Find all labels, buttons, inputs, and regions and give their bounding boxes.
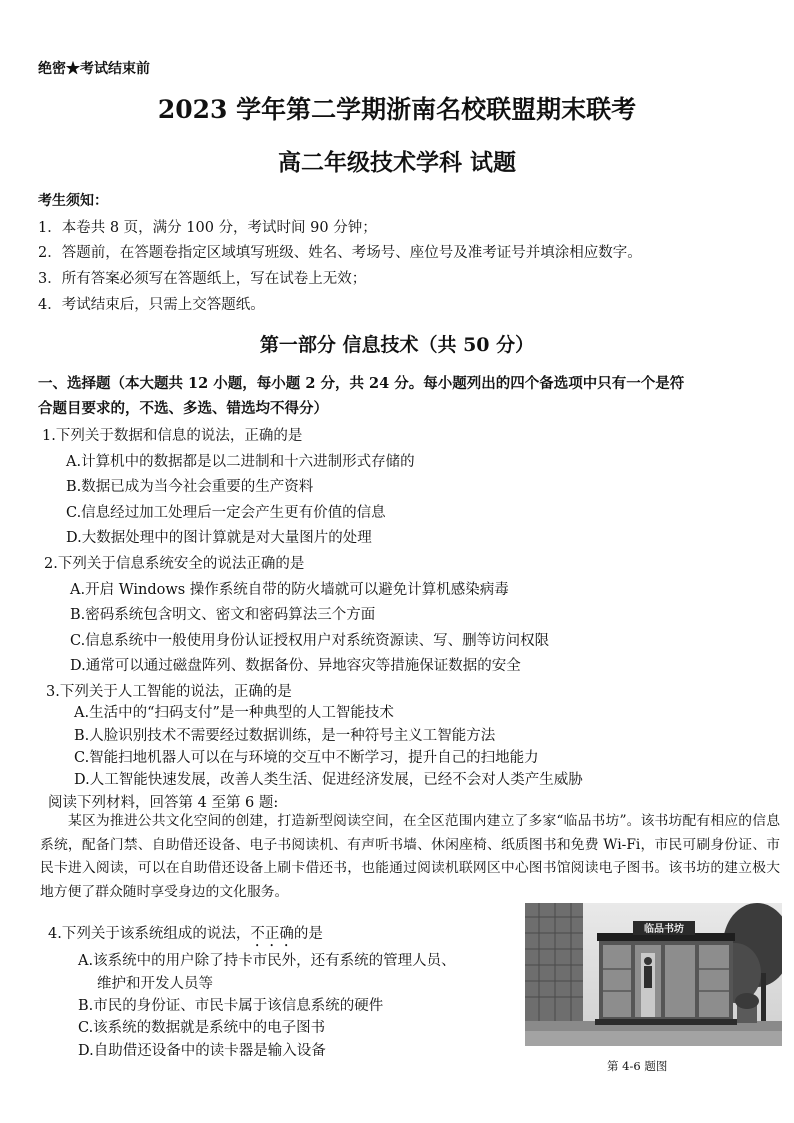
question-4-option-b: B.市民的身份证、市民卡属于该信息系统的硬件	[78, 998, 384, 1014]
bookstore-sign: 临品书坊	[644, 924, 684, 935]
question-2-option-a: A.开启 Windows 操作系统自带的防火墙就可以避免计算机感染病毒	[70, 582, 509, 598]
material-text: 某区为推进公共文化空间的创建，打造新型阅读空间，在全区范围内建立了多家“临品书坊”。该书坊配有相应的信息系统，配备门禁、自助借还设备、电子书阅读机、有声听书墙、休闲座椅、纸质图书和免费 Wi-Fi，市民可刷身份证、市民卡进入阅读，可以在自助借还设备上刷卡借还书，也能通过阅读机联网区中心图书馆阅读电子图书。该书坊的建立极大地方便了群众随时享受身边的文化服务。	[40, 813, 780, 900]
question-2-option-d: D.通常可以通过磁盘阵列、数据备份、异地容灾等措施保证数据的安全	[70, 658, 521, 674]
question-3-option-a: A.生活中的“扫码支付”是一种典型的人工智能技术	[74, 705, 394, 721]
bookstore-photo	[525, 903, 782, 1046]
section-heading: 一、选择题（本大题共 12 小题，每小题 2 分，共 24 分。每小题列出的四个备选项中只有一个是符	[38, 375, 685, 392]
notice-item: 4．考试结束后，只需上交答题纸。	[38, 297, 265, 313]
question-4-option-a: A.该系统中的用户除了持卡市民外，还有系统的管理人员、	[78, 953, 456, 969]
notice-item: 2．答题前，在答题卷指定区域填写班级、姓名、考场号、座位号及准考证号并填涂相应数字。	[38, 245, 642, 261]
question-1-option-a: A.计算机中的数据都是以二进制和十六进制形式存储的	[66, 454, 415, 470]
material-paragraph	[40, 810, 780, 904]
question-4-emphasis: 不正确	[250, 926, 294, 942]
question-4-stem-post: 的是	[293, 926, 323, 942]
confidential-label: 绝密★考试结束前	[38, 61, 150, 77]
question-3-option-b: B.人脸识别技术不需要经过数据训练，是一种符号主义工智能方法	[74, 728, 496, 744]
question-4-stem-pre: 4.下列关于该系统组成的说法，	[48, 926, 251, 942]
material-intro: 阅读下列材料，回答第 4 至第 6 题:	[48, 795, 279, 811]
question-1-option-b: B.数据已成为当今社会重要的生产资料	[66, 479, 314, 495]
question-1-stem: 1.下列关于数据和信息的说法，正确的是	[42, 428, 303, 444]
question-4-stem	[48, 922, 323, 950]
section-heading-cont: 合题目要求的，不选、多选、错选均不得分）	[38, 400, 328, 417]
notice-item: 1．本卷共 8 页，满分 100 分，考试时间 90 分钟；	[38, 220, 377, 236]
question-2-option-c: C.信息系统中一般使用身份认证授权用户对系统资源读、写、删等访问权限	[70, 633, 550, 649]
question-1-option-c: C.信息经过加工处理后一定会产生更有价值的信息	[66, 505, 386, 521]
question-4-option-d: D.自助借还设备中的读卡器是输入设备	[78, 1043, 326, 1059]
question-3-stem: 3.下列关于人工智能的说法，正确的是	[46, 684, 292, 700]
question-4-option-a-cont: 维护和开发人员等	[97, 976, 213, 992]
exam-subtitle: 高二年级技术学科 试题	[277, 149, 516, 176]
question-3-option-c: C.智能扫地机器人可以在与环境的交互中不断学习，提升自己的扫地能力	[74, 750, 539, 766]
exam-title: 2023 学年第二学期浙南名校联盟期末联考	[157, 95, 637, 124]
question-2-stem: 2.下列关于信息系统安全的说法正确的是	[44, 556, 305, 572]
notice-heading: 考生须知：	[38, 193, 108, 209]
notice-item: 3．所有答案必须写在答题纸上，写在试卷上无效；	[38, 271, 367, 287]
question-1-option-d: D.大数据处理中的图计算就是对大量图片的处理	[66, 530, 372, 546]
question-2-option-b: B.密码系统包含明文、密文和密码算法三个方面	[70, 607, 376, 623]
question-3-option-d: D.人工智能快速发展，改善人类生活、促进经济发展，已经不会对人类产生威胁	[74, 772, 583, 788]
part-title: 第一部分 信息技术（共 50 分）	[259, 334, 535, 356]
question-4-option-c: C.该系统的数据就是系统中的电子图书	[78, 1020, 326, 1036]
figure-caption: 第 4-6 题图	[607, 1059, 668, 1073]
